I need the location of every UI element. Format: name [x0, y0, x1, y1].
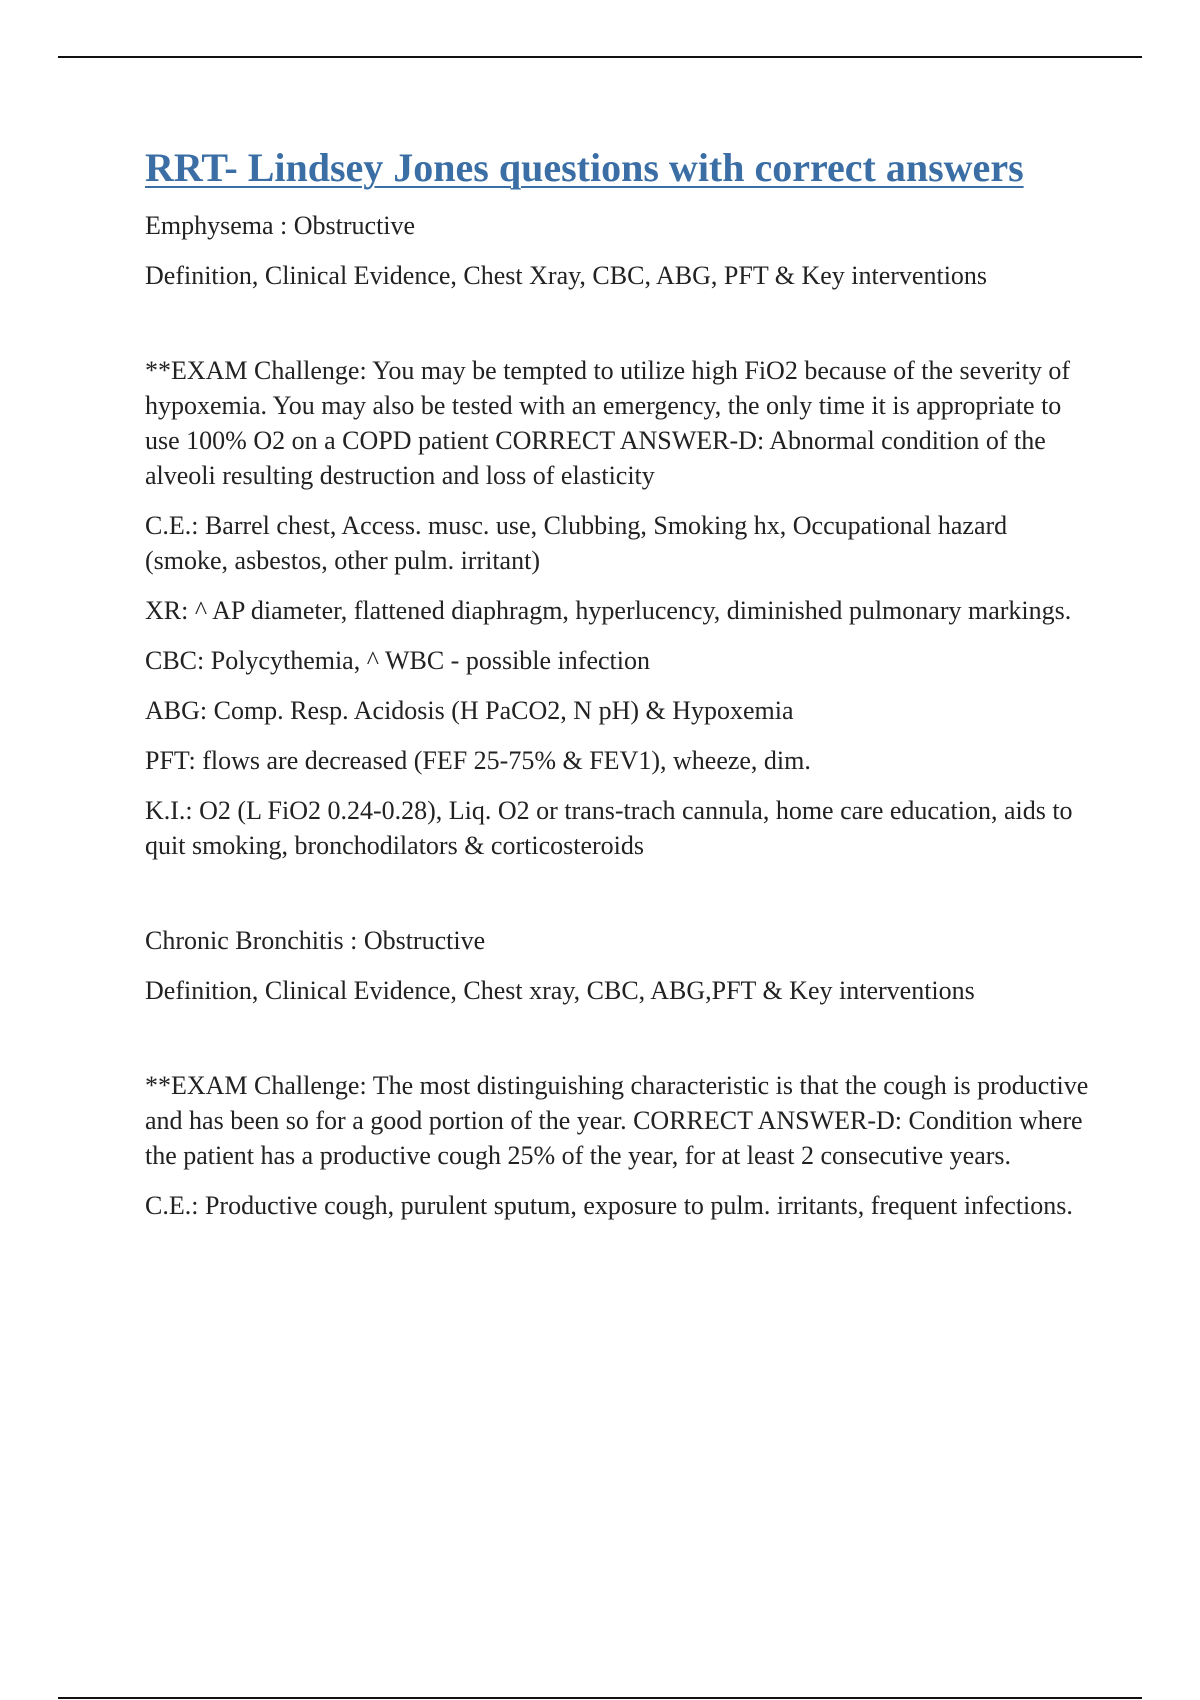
spacer [145, 878, 1095, 923]
abg: ABG: Comp. Resp. Acidosis (H PaCO2, N pH) & Hypoxemia [145, 696, 794, 725]
section-chronic-bronchitis [145, 923, 1095, 1223]
clinical-evidence: C.E.: Productive cough, purulent sputum, exposure to pulm. irritants, frequent infections. [145, 1191, 1073, 1220]
exam-challenge: **EXAM Challenge: You may be tempted to utilize high FiO2 because of the severity of hypoxemia. You may also be tested with an emergency, the only time it is appropriate to use 100% O2 on a COPD patient CORRECT ANSWER-D: Abnormal condition of the alveoli resulting destruction and loss of elasticity [145, 356, 1070, 490]
bottom-rule [58, 1697, 1142, 1699]
section-heading: Emphysema : Obstructive [145, 211, 416, 240]
spacer [145, 1023, 1095, 1068]
pft: PFT: flows are decreased (FEF 25-75% & FEV1), wheeze, dim. [145, 746, 811, 775]
document-title: RRT- Lindsey Jones questions with correct answers [145, 145, 1024, 190]
chest-xray: XR: ^ AP diameter, flattened diaphragm, hyperlucency, diminished pulmonary markings. [145, 596, 1072, 625]
cbc: CBC: Polycythemia, ^ WBC - possible infection [145, 646, 650, 675]
section-subheading: Definition, Clinical Evidence, Chest Xray, CBC, ABG, PFT & Key interventions [145, 261, 988, 290]
exam-challenge: **EXAM Challenge: The most distinguishing characteristic is that the cough is productive and has been so for a good portion of the year. CORRECT ANSWER-D: Condition where the patient has a productive cough 25% of the year, for at least 2 consecutive years. [145, 1071, 1089, 1170]
section-subheading: Definition, Clinical Evidence, Chest xray, CBC, ABG,PFT & Key interventions [145, 976, 975, 1005]
section-emphysema [145, 208, 1095, 863]
page-content [145, 140, 1095, 1238]
section-heading: Chronic Bronchitis : Obstructive [145, 926, 486, 955]
top-rule [58, 56, 1142, 58]
spacer [145, 308, 1095, 353]
key-interventions: K.I.: O2 (L FiO2 0.24-0.28), Liq. O2 or trans-trach cannula, home care education, aids to quit smoking, bronchodilators & corticosteroids [145, 796, 1073, 860]
clinical-evidence: C.E.: Barrel chest, Access. musc. use, Clubbing, Smoking hx, Occupational hazard (smoke, asbestos, other pulm. irritant) [145, 511, 1008, 575]
